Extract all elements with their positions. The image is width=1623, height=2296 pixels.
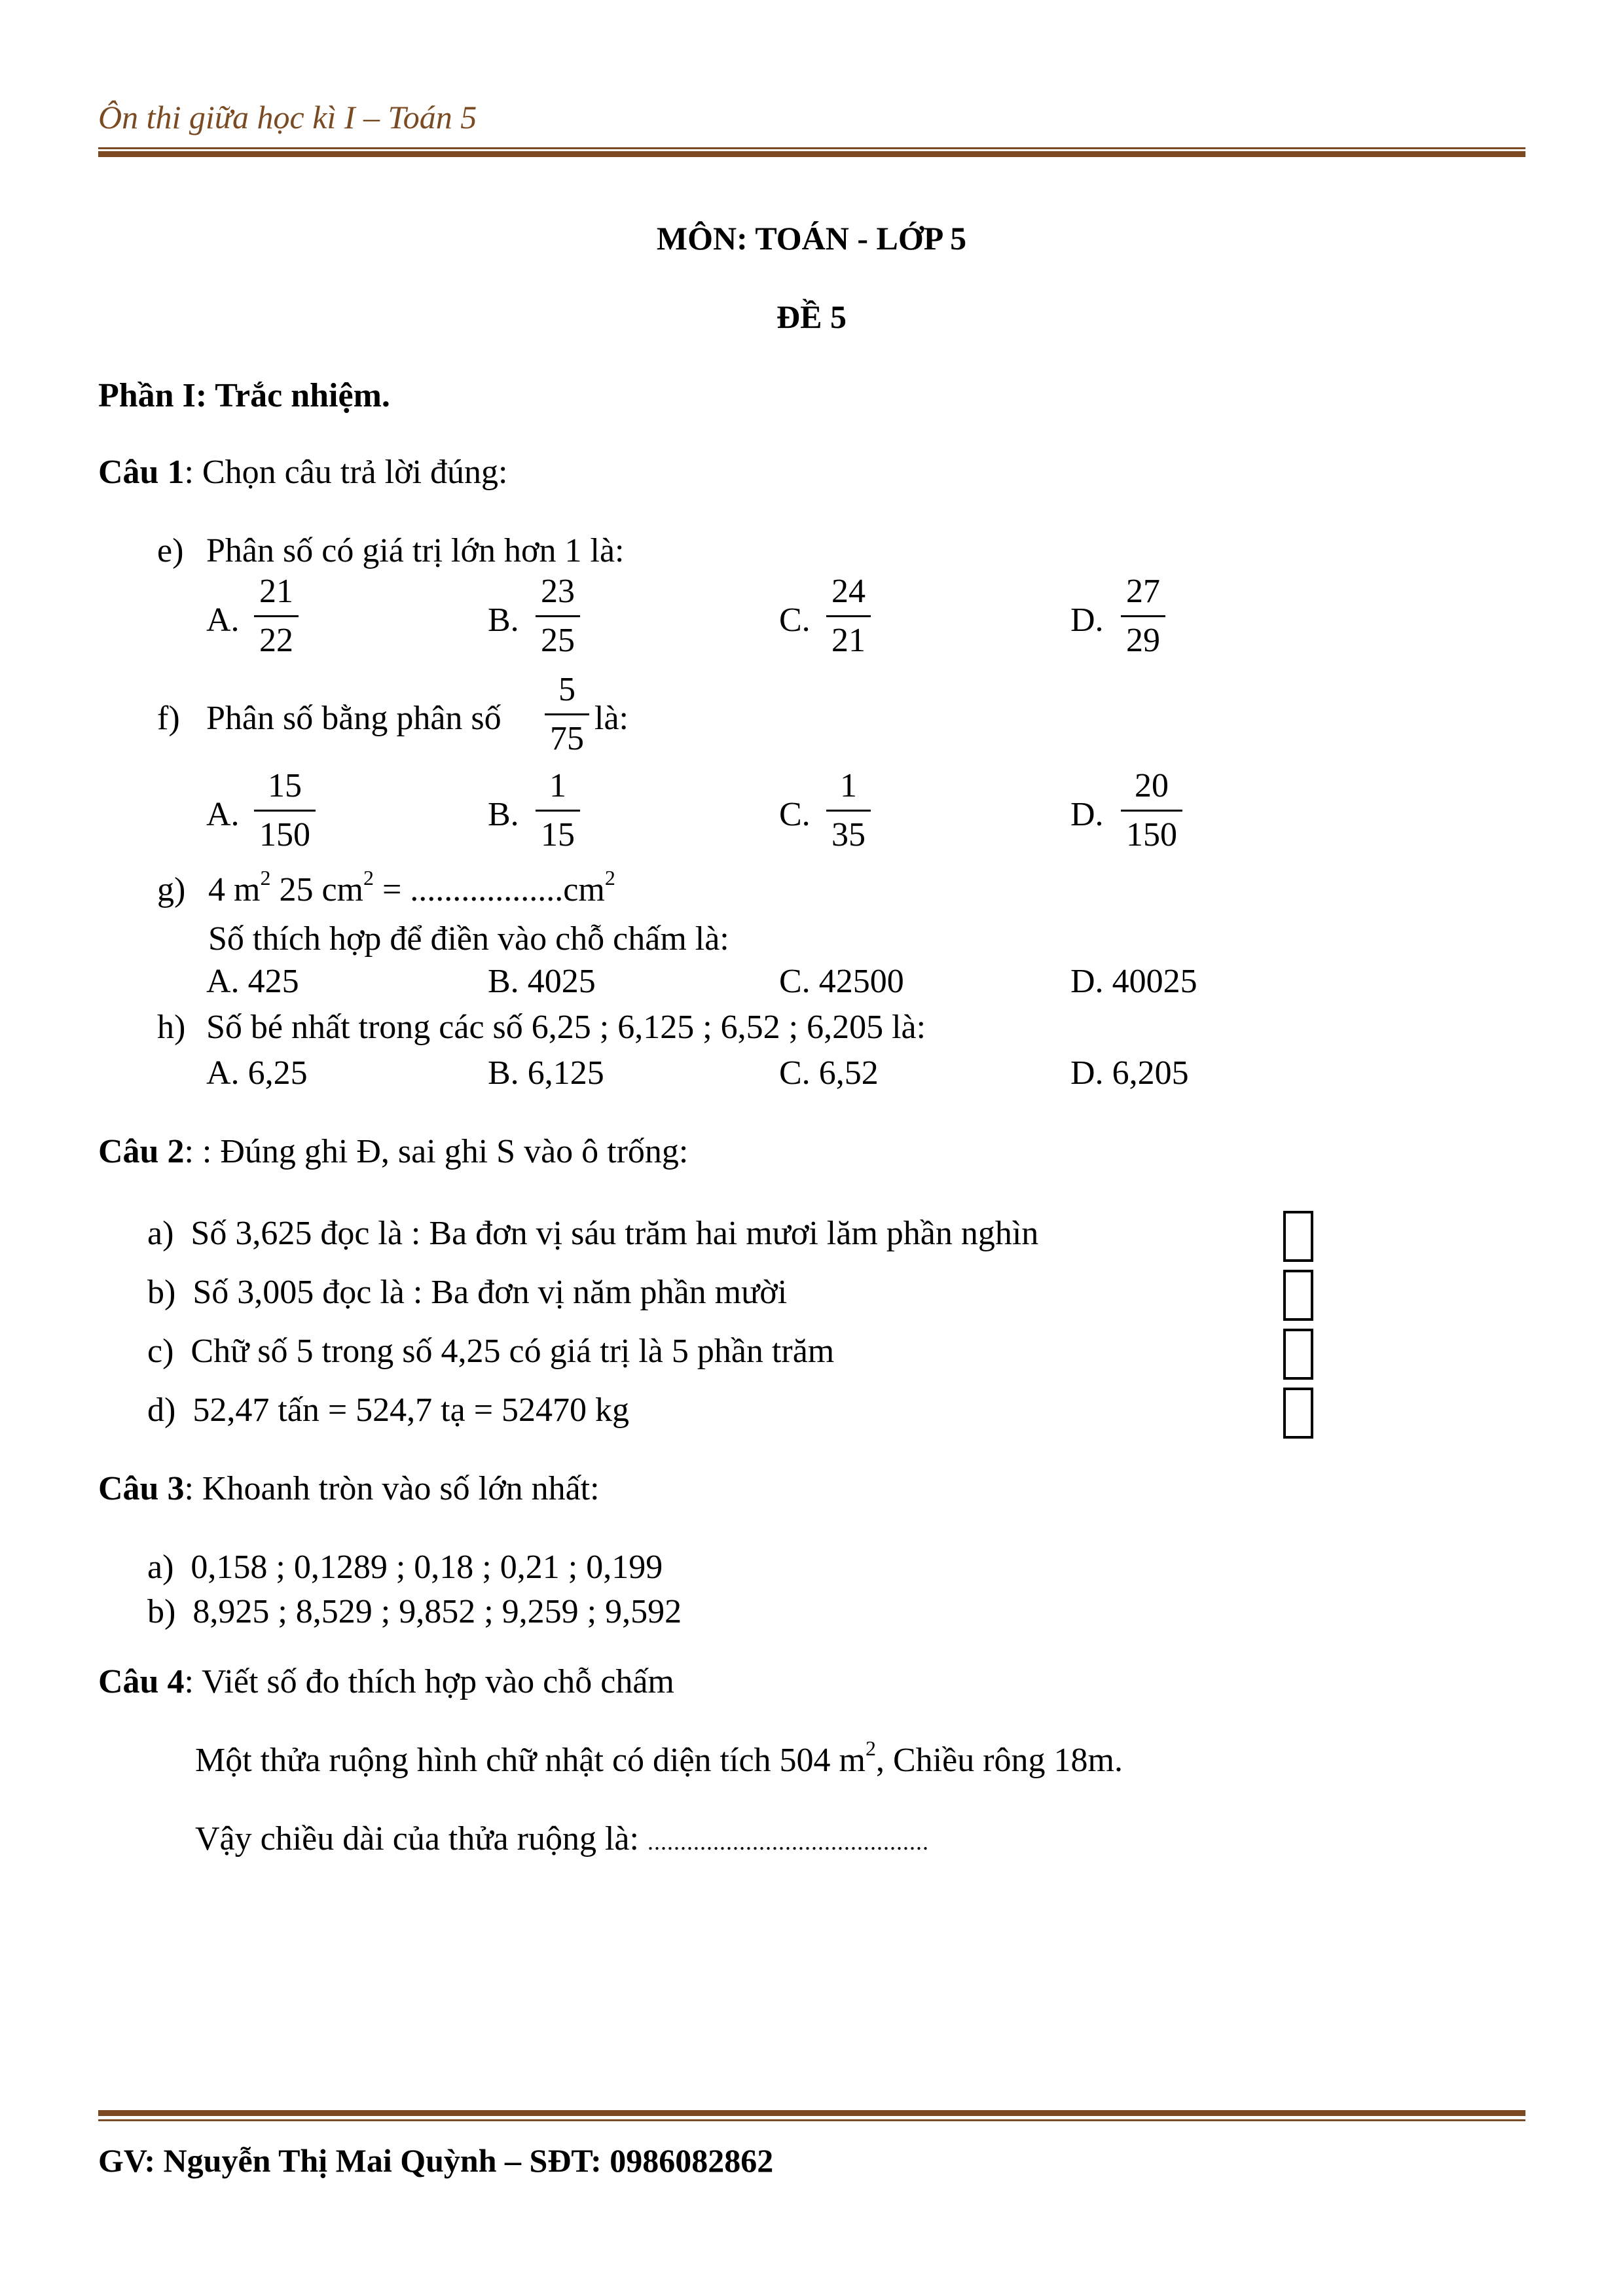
denominator: 21 [831,622,866,659]
q1g-marker: g) [157,871,186,908]
statement-part: Một thửa ruộng hình chữ nhật có diện tích 504 m [195,1742,866,1779]
q4-heading [98,1662,674,1701]
q1g-option [206,962,299,1001]
denominator: 75 [550,720,584,757]
q4-statement [195,1736,1123,1780]
q1e-option-fraction [254,575,299,658]
denominator: 25 [541,622,575,659]
q1h-option [779,1054,879,1092]
q1f-option-letter: C. [779,796,811,833]
item-marker: c) [147,1333,174,1370]
option-value: 6,205 [1112,1054,1189,1092]
subject-title: MÔN: TOÁN - LỚP 5 [656,220,967,257]
q2-item [147,1214,1038,1253]
q3-label: Câu 3 [98,1470,185,1507]
statement-part: , Chiều rông 18m. [875,1742,1123,1779]
answer-dots[interactable]: ........................................... [647,1829,929,1855]
q1e-option-letter: D. [1070,601,1104,639]
q1h-option [488,1054,604,1092]
q1g-text: Số thích hợp để điền vào chỗ chấm là: [208,920,729,958]
q1f-option-fraction [1121,769,1182,852]
option-letter: C. [779,963,811,1000]
item-marker: b) [147,1274,176,1311]
q1f-option-fraction [826,769,871,852]
q1f-option-letter: B. [488,796,519,833]
option-value: 6,52 [818,1054,879,1092]
option-value: 40025 [1112,963,1197,1000]
q1-heading [98,453,507,492]
numerator: 1 [549,767,566,804]
option-letter: C. [779,1054,811,1092]
option-value: 425 [247,963,299,1000]
q1e-text: Phân số có giá trị lớn hơn 1 là: [206,532,625,569]
numerator: 21 [259,573,293,610]
numerator: 1 [840,767,857,804]
q4-label: Câu 4 [98,1663,185,1700]
numerator: 27 [1126,573,1160,610]
denominator: 150 [259,816,310,853]
q3-item [147,1548,663,1587]
denominator: 35 [831,816,866,853]
q1f-option-letter: D. [1070,796,1104,833]
q2-item [147,1332,834,1371]
denominator: 150 [1126,816,1177,853]
q1-label: Câu 1 [98,454,185,491]
q1f-option-fraction [536,769,580,852]
q1f-suffix: là: [594,700,629,737]
q1h-marker: h) [157,1009,186,1046]
footer-rule-thin [98,2119,1525,2121]
numerator: 24 [831,573,866,610]
item-marker: a) [147,1549,174,1586]
numerator: 15 [268,767,302,804]
item-text: Số 3,625 đọc là : Ba đơn vị sáu trăm hai mươi lăm phần nghìn [191,1215,1039,1252]
expr-part: = ..................cm [382,871,605,908]
q1h-option [206,1054,308,1092]
q1f-marker: f) [157,700,180,737]
item-marker: d) [147,1391,176,1429]
option-value: 6,125 [527,1054,604,1092]
q1e-option-letter: A. [206,601,240,639]
footer-teacher: GV: Nguyễn Thị Mai Quỳnh – SĐT: 0986082862 [98,2142,774,2179]
running-header: Ôn thi giữa học kì I – Toán 5 [98,99,477,135]
superscript: 2 [865,1736,876,1760]
q1-text: : Chọn câu trả lời đúng: [184,454,508,491]
q4-answer-line [195,1820,929,1858]
q3-heading [98,1469,600,1508]
item-text: 0,158 ; 0,1289 ; 0,18 ; 0,21 ; 0,199 [191,1549,663,1586]
option-value: 4025 [527,963,596,1000]
numerator: 23 [541,573,575,610]
item-text: 52,47 tấn = 524,7 tạ = 52470 kg [192,1391,630,1429]
superscript: 2 [260,866,271,889]
q2-item [147,1391,629,1429]
header-rule-thin [98,147,1525,149]
q1e-option-letter: B. [488,601,519,639]
denominator: 22 [259,622,293,659]
numerator: 20 [1135,767,1169,804]
q1f-reference-fraction [545,673,589,756]
q1f-option-fraction [254,769,316,852]
header-rule-thick [98,151,1525,157]
superscript: 2 [604,866,615,889]
q1h-option [1070,1054,1189,1092]
q2-text: : : Đúng ghi Đ, sai ghi S vào ô trống: [184,1133,689,1170]
item-marker: a) [147,1215,174,1252]
denominator: 29 [1126,622,1160,659]
q1g-expression [208,866,615,909]
option-letter: A. [206,1054,240,1092]
q1g-option [488,962,596,1001]
q1e-option-letter: C. [779,601,811,639]
expr-part: 25 cm [279,871,363,908]
q1e-marker: e) [157,532,184,569]
q1e-option-fraction [1121,575,1165,658]
option-letter: B. [488,1054,519,1092]
q1h-text: Số bé nhất trong các số 6,25 ; 6,125 ; 6,52 ; 6,205 là: [206,1009,926,1046]
item-text: 8,925 ; 8,529 ; 9,852 ; 9,259 ; 9,592 [192,1593,682,1630]
item-marker: b) [147,1593,176,1630]
option-letter: D. [1070,963,1104,1000]
answer-box[interactable] [1283,1329,1313,1380]
q1g-option [1070,962,1197,1001]
part1-heading: Phần I: Trắc nhiệm. [98,377,390,414]
item-text: Số 3,005 đọc là : Ba đơn vị năm phần mười [192,1274,788,1311]
superscript: 2 [363,866,374,889]
q2-label: Câu 2 [98,1133,185,1170]
answer-box[interactable] [1283,1211,1313,1262]
option-value: 6,25 [247,1054,308,1092]
q1f-option-letter: A. [206,796,240,833]
option-letter: D. [1070,1054,1104,1092]
q3-item [147,1592,682,1631]
denominator: 15 [541,816,575,853]
option-letter: A. [206,963,240,1000]
numerator: 5 [558,671,575,708]
answer-box[interactable] [1283,1270,1313,1321]
q3-text: : Khoanh tròn vào số lớn nhất: [184,1470,600,1507]
answer-box[interactable] [1283,1388,1313,1439]
q1f-text: Phân số bằng phân số [206,700,501,737]
option-letter: B. [488,963,519,1000]
option-value: 42500 [818,963,904,1000]
answer-prompt: Vậy chiều dài của thửa ruộng là: [195,1820,639,1857]
q2-heading [98,1132,688,1171]
footer-rule-thick [98,2110,1525,2116]
expr-part: 4 m [208,871,261,908]
q1e-option-fraction [826,575,871,658]
q1e-option-fraction [536,575,580,658]
exam-title: ĐỀ 5 [776,298,847,335]
item-text: Chữ số 5 trong số 4,25 có giá trị là 5 phần trăm [191,1333,835,1370]
q1g-option [779,962,904,1001]
q2-item [147,1273,787,1312]
q4-text: : Viết số đo thích hợp vào chỗ chấm [184,1663,674,1700]
